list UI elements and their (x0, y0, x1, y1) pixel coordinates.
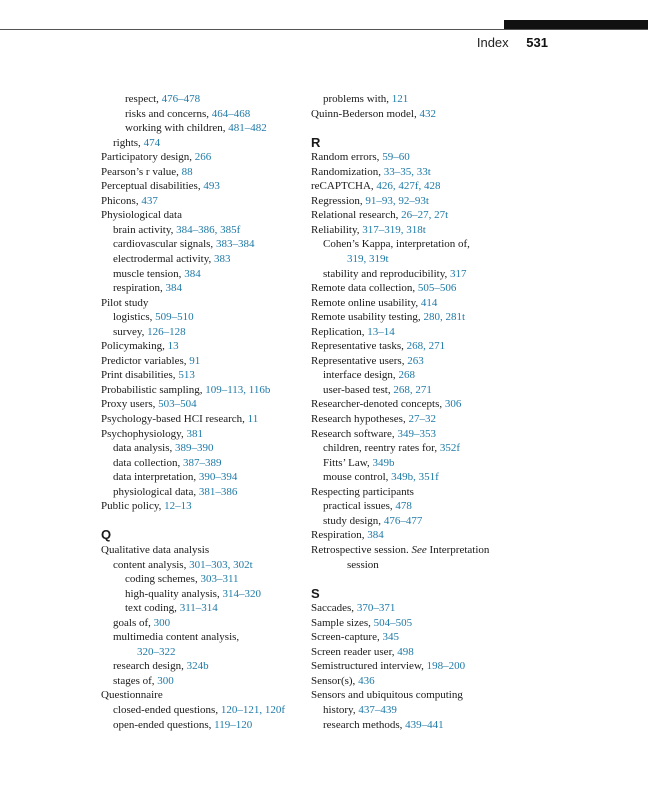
entry-term: Probabilistic sampling, (101, 383, 206, 396)
page-reference-link[interactable]: 11 (247, 413, 259, 426)
entry-term: Pearson’s r value, (101, 165, 182, 178)
index-entry (101, 208, 301, 223)
entry-term: practical issues, (323, 500, 396, 513)
entry-term: Quinn-Bederson model, (311, 107, 420, 120)
entry-term: research design, (113, 660, 187, 673)
index-entry (311, 237, 521, 252)
index-entry (101, 441, 301, 456)
entry-term: Participatory design, (101, 151, 195, 164)
entry-term: Cohen’s Kappa, interpretation of, (323, 238, 470, 251)
entry-term: history, (323, 703, 359, 716)
index-entry (101, 703, 301, 718)
index-entry (311, 179, 521, 194)
page-reference-link[interactable]: 384 (165, 282, 183, 295)
page-reference-link[interactable]: 390–394 (198, 471, 238, 484)
index-entry (101, 368, 301, 383)
page-reference-link[interactable]: 504–505 (373, 616, 413, 629)
page-reference-link[interactable]: 509–510 (155, 311, 194, 324)
index-entry (311, 645, 521, 660)
entry-term: Respecting participants (311, 485, 414, 498)
index-entry (101, 601, 301, 616)
section-letter: R (311, 134, 321, 150)
page-reference-link[interactable]: 383 (214, 253, 231, 266)
index-entry (101, 383, 301, 398)
entry-term: Research hypotheses, (311, 413, 409, 426)
entry-term: Public policy, (101, 500, 165, 513)
entry-term: Remote usability testing, (311, 311, 424, 324)
entry-term: stages of, (113, 674, 158, 687)
running-header (477, 35, 548, 50)
index-entry (311, 354, 521, 369)
entry-term: logistics, (113, 311, 156, 324)
page-reference-link[interactable]: 498 (397, 645, 414, 658)
entry-term: data interpretation, (113, 471, 199, 484)
index-entry (311, 165, 521, 180)
page-reference-link[interactable]: 13 (167, 340, 179, 353)
entry-term: Replication, (311, 325, 368, 338)
index-entry (311, 456, 521, 471)
entry-term: cardiovascular signals, (113, 238, 216, 251)
index-entry (311, 485, 521, 500)
page-number: 531 (526, 35, 548, 50)
entry-term: Random errors, (311, 151, 383, 164)
index-column-left (101, 92, 301, 732)
index-entry (311, 383, 521, 398)
index-entry (101, 121, 301, 136)
index-entry (101, 485, 301, 500)
index-entry (101, 165, 301, 180)
entry-term: Proxy users, (101, 398, 159, 411)
index-entry (101, 659, 301, 674)
index-entry (311, 718, 521, 733)
index-entry (311, 616, 521, 631)
entry-term: physiological data, (113, 485, 199, 498)
entry-term: risks and concerns, (125, 107, 212, 120)
index-entry (101, 92, 301, 107)
index-entry (101, 267, 301, 282)
index-entry (101, 281, 301, 296)
index-entry (311, 339, 521, 354)
entry-term: problems with, (323, 93, 392, 105)
page-reference-link[interactable]: 266 (194, 151, 212, 164)
index-entry (101, 645, 301, 660)
page-reference-link[interactable]: 383–384 (215, 238, 255, 251)
page-reference-link[interactable]: 319, 319t (347, 253, 389, 266)
entry-term: Screen reader user, (311, 645, 398, 658)
index-entry (311, 107, 521, 122)
page-reference-link[interactable]: 33–35, 33t (383, 165, 431, 178)
entry-term: Fitts’ Law, (323, 456, 373, 469)
entry-term: goals of, (113, 616, 154, 629)
see-reference: See (411, 543, 427, 556)
page-reference-link[interactable]: 414 (420, 296, 438, 309)
index-entry (311, 92, 521, 107)
index-entry (101, 136, 301, 151)
page-reference-link[interactable]: 109–113, 116b (205, 383, 271, 396)
entry-term: Sensor(s), (311, 674, 359, 687)
entry-term: data collection, (113, 456, 183, 469)
page-reference-link[interactable]: 436 (358, 674, 375, 687)
page-reference-link[interactable]: 314–320 (222, 587, 261, 600)
entry-term: Sensors and ubiquitous computing (311, 689, 463, 702)
entry-term: research methods, (323, 718, 406, 731)
page-reference-link[interactable]: 349b, 351f (391, 471, 439, 484)
index-entry (101, 194, 301, 209)
page-reference-link[interactable]: 320–322 (137, 645, 176, 658)
page-reference-link[interactable]: 311–314 (179, 602, 218, 615)
entry-term: data analysis, (113, 442, 176, 455)
page-reference-link[interactable]: 478 (395, 500, 412, 513)
page-reference-link[interactable]: 12–13 (164, 500, 192, 513)
index-entry (101, 223, 301, 238)
page-reference-link[interactable]: 439–441 (405, 718, 444, 731)
entry-term: brain activity, (113, 223, 177, 236)
page-reference-link[interactable]: 301–303, 302t (189, 558, 253, 571)
index-entry (101, 237, 301, 252)
page-reference-link[interactable]: 370–371 (356, 602, 396, 615)
index-entry (101, 572, 301, 587)
page-reference-link[interactable]: 317 (449, 267, 467, 280)
entry-term: children, reentry rates for, (323, 442, 440, 455)
entry-term: content analysis, (113, 558, 190, 571)
entry-term: Regression, (311, 194, 366, 207)
page-reference-link[interactable]: 303–311 (200, 573, 239, 586)
entry-term: mouse control, (323, 471, 392, 484)
entry-term: Remote data collection, (311, 282, 418, 295)
index-entry (101, 630, 301, 645)
index-entry (311, 208, 521, 223)
page-reference-link[interactable]: 384 (367, 529, 384, 542)
page-reference-link[interactable]: 306 (444, 398, 462, 411)
index-entry (311, 368, 521, 383)
entry-term: Relational research, (311, 209, 402, 222)
index-entry (101, 107, 301, 122)
entry-term: Questionnaire (101, 689, 163, 702)
page-reference-link[interactable]: 381 (186, 427, 203, 440)
entry-term: reCAPTCHA, (311, 180, 377, 193)
page-reference-link[interactable]: 474 (143, 136, 161, 149)
index-entry (311, 441, 521, 456)
page-reference-link[interactable]: 119–120 (214, 718, 253, 731)
page-reference-link[interactable]: 13–14 (367, 325, 395, 338)
entry-term: Psychophysiology, (101, 427, 187, 440)
page-reference-link[interactable]: 349–353 (397, 427, 436, 440)
entry-term: Perceptual disabilities, (101, 180, 204, 193)
entry-term: respect, (125, 93, 162, 105)
page-reference-link[interactable]: 268 (398, 369, 415, 382)
entry-term: Reliability, (311, 223, 363, 236)
page-reference-link[interactable]: 300 (157, 674, 174, 687)
entry-term: Screen-capture, (311, 631, 383, 644)
page-reference-link[interactable]: 352f (439, 442, 461, 455)
entry-term: muscle tension, (113, 267, 185, 280)
index-entry (311, 558, 521, 573)
index-entry (101, 296, 301, 311)
page-reference-link[interactable]: 126–128 (147, 325, 186, 338)
index-entry (101, 674, 301, 689)
entry-term: working with children, (125, 122, 229, 135)
page-reference-link[interactable]: 437–439 (358, 703, 397, 716)
index-entry (311, 659, 521, 674)
entry-term: Research software, (311, 427, 398, 440)
entry-term: Predictor variables, (101, 354, 190, 367)
entry-term: Representative tasks, (311, 340, 407, 353)
entry-term: multimedia content analysis, (113, 631, 240, 644)
index-entry (311, 150, 521, 165)
index-entry (311, 470, 521, 485)
index-entry (311, 514, 521, 529)
entry-term: coding schemes, (125, 573, 201, 586)
header-rule (0, 29, 648, 30)
page-reference-link[interactable]: 27–32 (408, 413, 436, 426)
header-label: Index (476, 35, 509, 50)
entry-term: Psychology-based HCI research, (101, 413, 248, 426)
entry-term: Representative users, (311, 354, 408, 367)
index-entry (311, 427, 521, 442)
entry-term: stability and reproducibility, (323, 267, 450, 280)
see-target: Interpretation (426, 543, 490, 556)
page-reference-link[interactable]: 120–121, 120f (220, 703, 286, 716)
entry-term: Print disabilities, (101, 369, 179, 382)
index-entry (101, 310, 301, 325)
page-reference-link[interactable]: 481–482 (228, 122, 267, 135)
index-entry (101, 688, 301, 703)
index-entry (101, 499, 301, 514)
index-entry (311, 499, 521, 514)
page-reference-link[interactable]: 476–477 (383, 514, 423, 527)
entry-term: survey, (113, 325, 148, 338)
page-reference-link[interactable]: 381–386 (198, 485, 238, 498)
entry-term: study design, (323, 514, 384, 527)
page-reference-link[interactable]: 26–27, 27t (401, 209, 449, 222)
page-reference-link[interactable]: 476–478 (161, 93, 201, 105)
entry-term: Policymaking, (101, 340, 168, 353)
page-reference-link[interactable]: 505–506 (417, 282, 457, 295)
entry-term: Phicons, (101, 194, 142, 207)
page-reference-link[interactable]: 384–386, 385f (176, 223, 241, 236)
index-entry (311, 543, 521, 558)
entry-term: Qualitative data analysis (101, 543, 210, 556)
index-entry (101, 179, 301, 194)
page-reference-link[interactable]: 198–200 (426, 660, 466, 673)
entry-term: Remote online usability, (311, 296, 421, 309)
page-reference-link[interactable]: 426, 427f, 428 (376, 180, 441, 193)
page-reference-link[interactable]: 91–93, 92–93t (365, 194, 429, 207)
entry-term: Sample sizes, (311, 616, 374, 629)
index-entry (311, 601, 521, 616)
entry-term: interface design, (323, 369, 399, 382)
entry-term: user-based test, (323, 383, 394, 396)
entry-term: session (347, 558, 379, 571)
page-reference-link[interactable]: 324b (186, 660, 209, 673)
section-letter: Q (101, 527, 112, 543)
index-entry (101, 470, 301, 485)
index-entry (311, 281, 521, 296)
entry-term: Saccades, (311, 602, 357, 615)
entry-term: closed-ended questions, (113, 703, 221, 716)
index-entry (101, 718, 301, 733)
entry-term: respiration, (113, 282, 166, 295)
index-entry (311, 310, 521, 325)
page-reference-link[interactable]: 493 (203, 180, 220, 193)
index-entry (101, 252, 301, 267)
page-reference-link[interactable]: 263 (407, 354, 424, 367)
page-reference-link[interactable]: 384 (184, 267, 201, 280)
page-reference-link[interactable]: 349b (372, 456, 395, 469)
index-entry (311, 674, 521, 689)
index-entry (101, 587, 301, 602)
page-reference-link[interactable]: 389–390 (175, 442, 214, 455)
index-entry (101, 427, 301, 442)
entry-term: Retrospective session. (311, 543, 412, 556)
index-entry (311, 412, 521, 427)
page-reference-link[interactable]: 280, 281t (423, 311, 465, 324)
index-entry (311, 528, 521, 543)
page-reference-link[interactable]: 432 (419, 107, 436, 120)
index-entry (101, 354, 301, 369)
page-reference-link[interactable]: 513 (178, 369, 195, 382)
entry-term: Respiration, (311, 529, 368, 542)
index-entry (311, 194, 521, 209)
page-reference-link[interactable]: 88 (181, 165, 193, 178)
page-reference-link[interactable]: 437 (141, 194, 158, 207)
index-entry (311, 325, 521, 340)
page-reference-link[interactable]: 268, 271 (406, 340, 446, 353)
index-entry (101, 397, 301, 412)
index-entry (311, 703, 521, 718)
entry-term: text coding, (125, 602, 180, 615)
section-letter: S (311, 585, 320, 601)
page-reference-link[interactable]: 387–389 (182, 456, 222, 469)
entry-term: Researcher-denoted concepts, (311, 398, 445, 411)
index-entry (311, 688, 521, 703)
index-entry (101, 543, 301, 558)
page-reference-link[interactable]: 503–504 (158, 398, 197, 411)
index-entry (101, 325, 301, 340)
index-entry (311, 296, 521, 311)
entry-term: Pilot study (101, 296, 149, 309)
entry-term: open-ended questions, (113, 718, 215, 731)
page-reference-link[interactable]: 59–60 (382, 151, 410, 164)
page-reference-link[interactable]: 91 (189, 354, 201, 367)
page-reference-link[interactable]: 121 (391, 93, 409, 105)
page-reference-link[interactable]: 345 (382, 631, 399, 644)
entry-term: Semistructured interview, (311, 660, 427, 673)
index-entry (101, 412, 301, 427)
index-entry (101, 616, 301, 631)
index-entry (311, 630, 521, 645)
entry-term: Randomization, (311, 165, 384, 178)
entry-term: rights, (113, 136, 144, 149)
index-entry (101, 150, 301, 165)
page-reference-link[interactable]: 300 (153, 616, 171, 629)
entry-term: Physiological data (101, 209, 182, 222)
index-entry (101, 339, 301, 354)
index-entry (311, 252, 521, 267)
index-column-right (311, 92, 521, 732)
header-bar (504, 20, 648, 29)
page-reference-link[interactable]: 268, 271 (393, 383, 432, 396)
page-reference-link[interactable]: 464–468 (211, 107, 251, 120)
index-entry (101, 558, 301, 573)
index-entry (311, 397, 521, 412)
index-entry (101, 456, 301, 471)
index-entry (311, 223, 521, 238)
page-reference-link[interactable]: 317–319, 318t (362, 223, 426, 236)
index-entry (311, 267, 521, 282)
entry-term: electrodermal activity, (113, 253, 214, 266)
entry-term: high-quality analysis, (125, 587, 223, 600)
